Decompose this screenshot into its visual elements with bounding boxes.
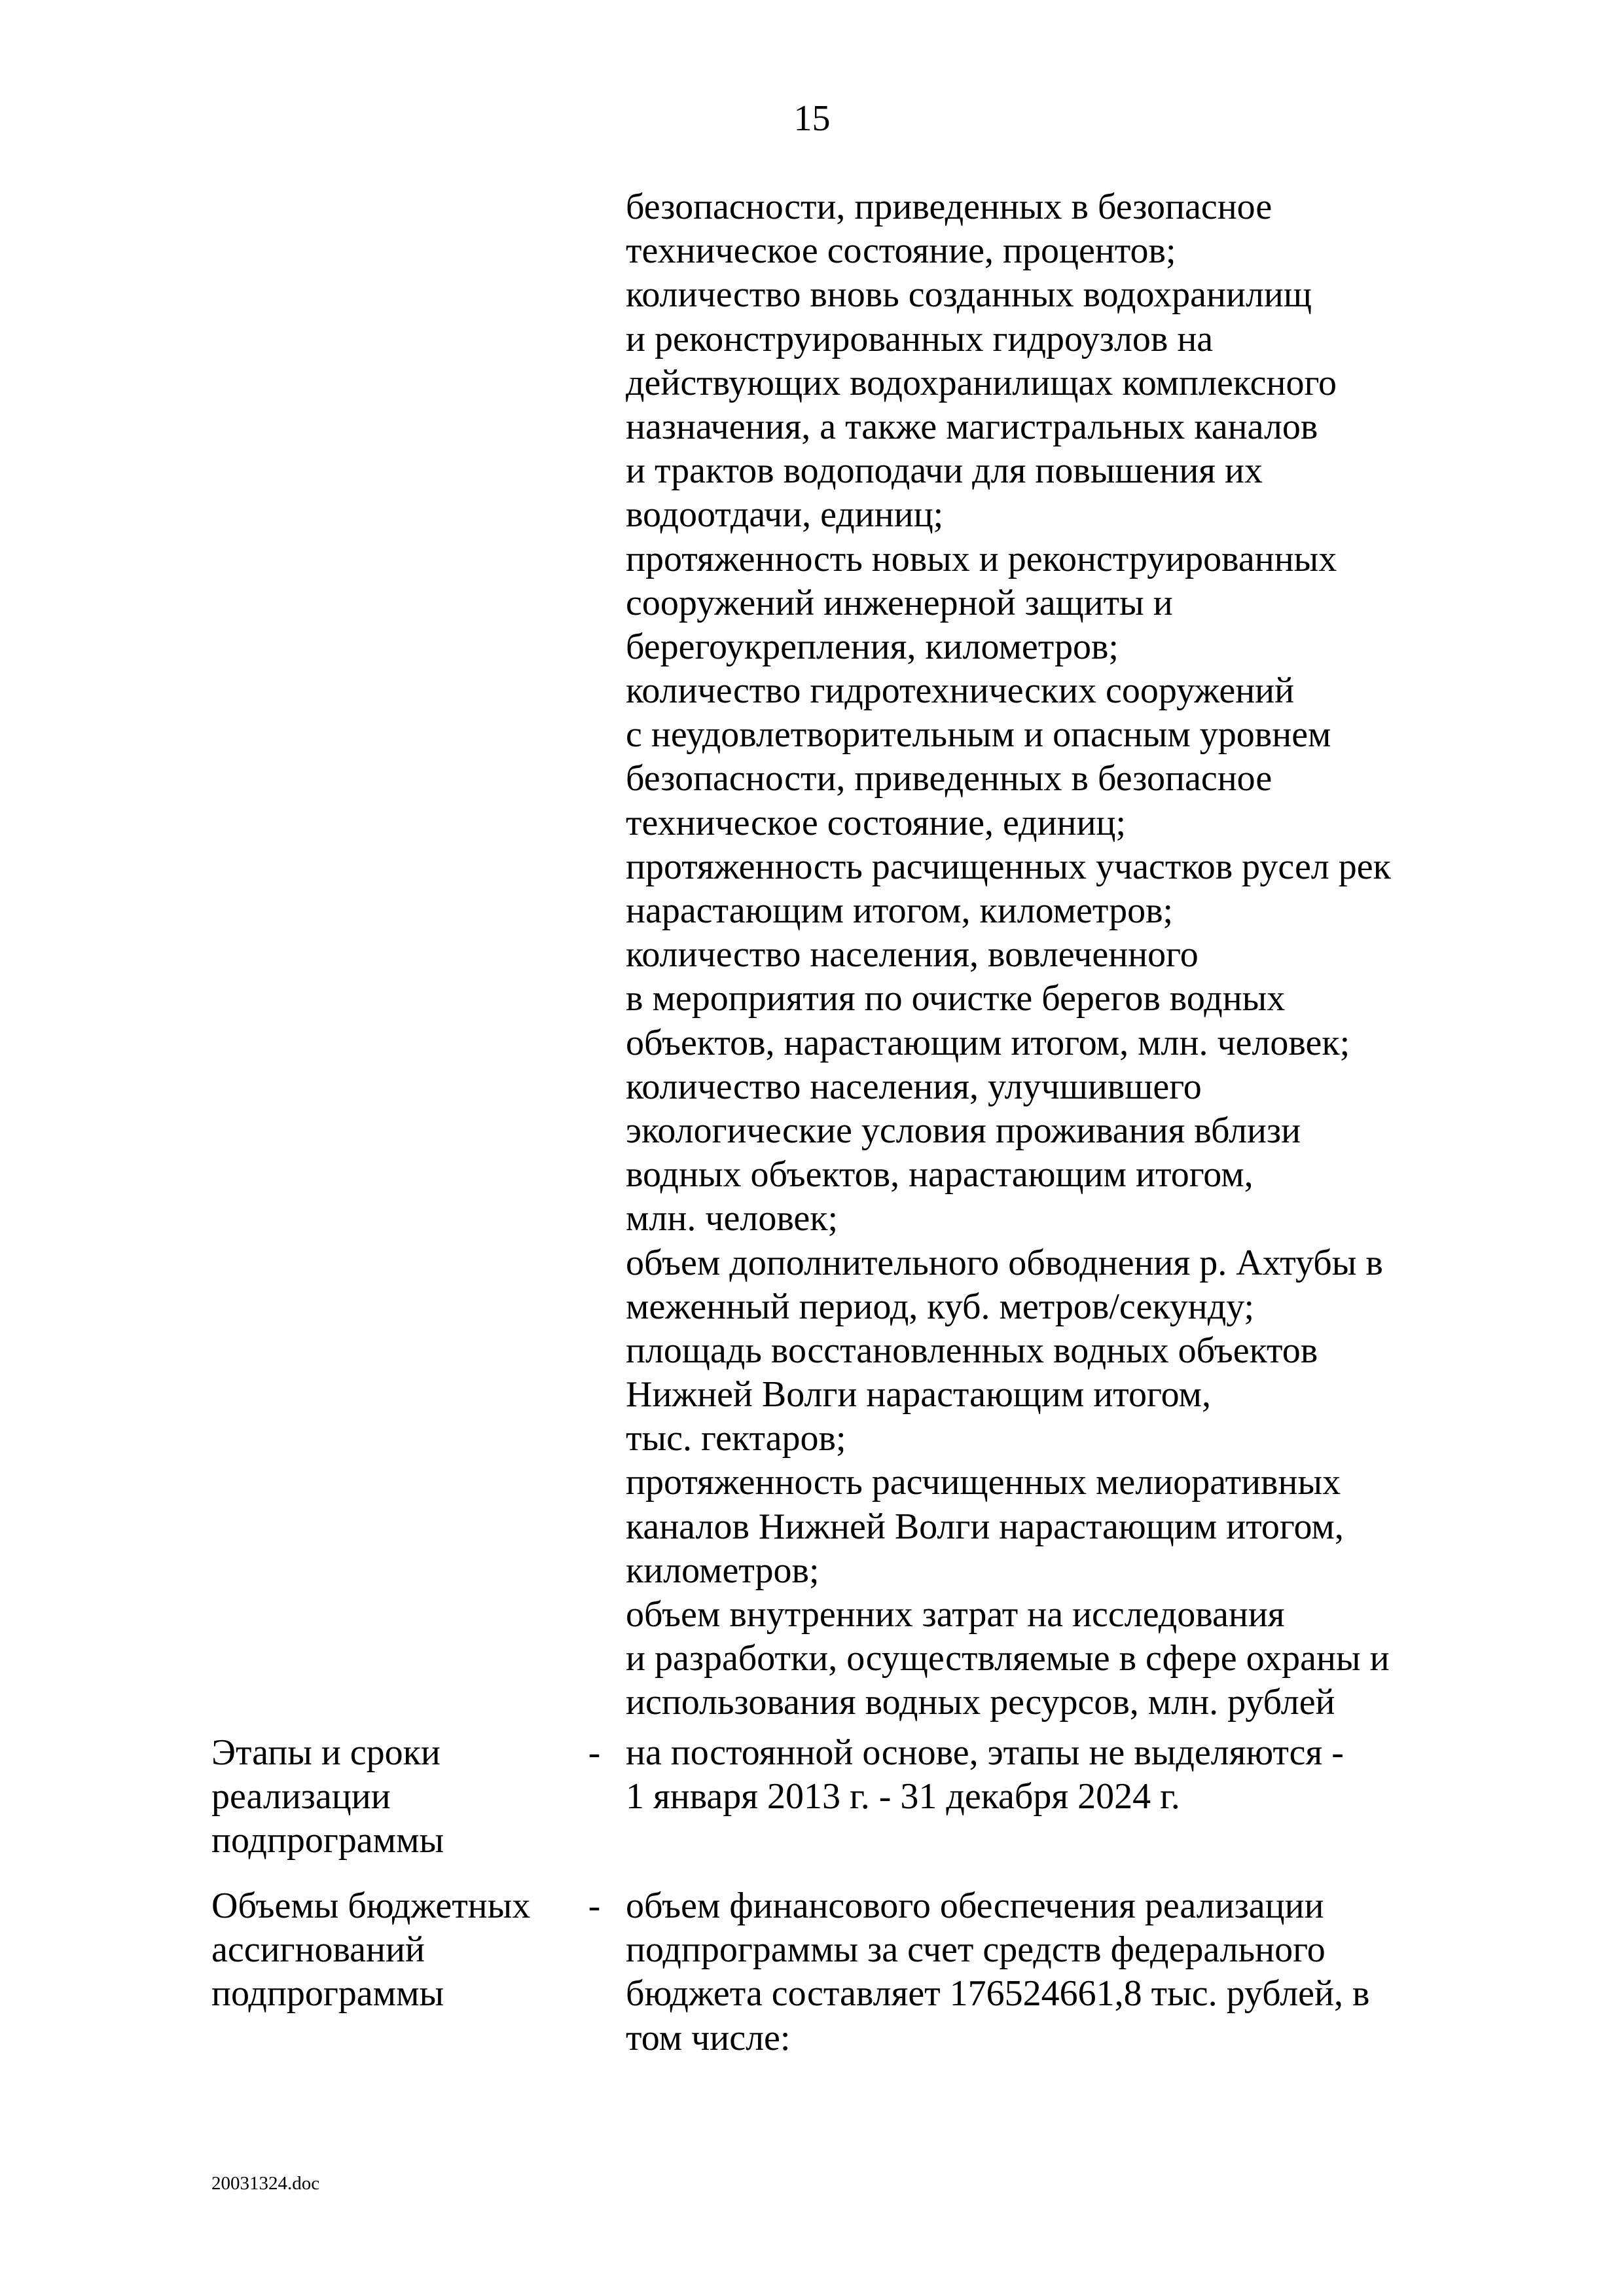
indicator-text-line: каналов Нижней Волги нарастающим итогом, bbox=[626, 1506, 1344, 1547]
indicator-text-line: безопасности, приведенных в безопасное bbox=[626, 758, 1272, 799]
indicator-text-line: с неудовлетворительным и опасным уровнем bbox=[626, 714, 1331, 756]
indicator-text-line: протяженность расчищенных мелиоративных bbox=[626, 1462, 1341, 1503]
indicator-text-line: тыс. гектаров; bbox=[626, 1418, 846, 1459]
indicator-text-line: Нижней Волги нарастающим итогом, bbox=[626, 1374, 1211, 1415]
stages-value-line: на постоянной основе, этапы не выделяются - bbox=[626, 1732, 1344, 1773]
indicator-text-line: безопасности, приведенных в безопасное bbox=[626, 187, 1272, 227]
stages-label-line: реализации bbox=[211, 1776, 391, 1817]
footer-filename: 20031324.doc bbox=[211, 2173, 320, 2194]
budget-value-line: подпрограммы за счет средств федерального bbox=[626, 1929, 1326, 1971]
indicator-text-line: действующих водохранилищах комплексного bbox=[626, 362, 1337, 403]
budget-label-line: подпрограммы bbox=[211, 1973, 444, 2014]
indicator-text-line: площадь восстановленных водных объектов bbox=[626, 1330, 1318, 1371]
indicator-text-line: в мероприятия по очистке берегов водных bbox=[626, 978, 1286, 1019]
stages-dash: - bbox=[588, 1732, 601, 1773]
stages-label bbox=[211, 1731, 578, 1863]
page-number: 15 bbox=[793, 98, 831, 139]
indicator-text-line: количество вновь созданных водохранилищ bbox=[626, 274, 1312, 316]
budget-label-line: Объемы бюджетных bbox=[211, 1886, 531, 1926]
indicator-text-line: протяженность расчищенных участков русел рек bbox=[626, 846, 1391, 887]
budget-value bbox=[626, 1884, 1477, 2060]
indicator-text-line: использования водных ресурсов, млн. рублей bbox=[626, 1682, 1335, 1723]
indicator-text-line: количество населения, улучшившего bbox=[626, 1066, 1202, 1107]
budget-label bbox=[211, 1884, 578, 2016]
indicator-text-line: количество гидротехнических сооружений bbox=[626, 670, 1295, 712]
indicator-list-continuation bbox=[626, 185, 1477, 1725]
budget-value-line: том числе: bbox=[626, 2017, 791, 2058]
stages-label-line: подпрограммы bbox=[211, 1820, 444, 1861]
stages-value bbox=[626, 1731, 1477, 1819]
indicator-text-line: млн. человек; bbox=[626, 1198, 839, 1239]
indicator-text-line: количество населения, вовлеченного bbox=[626, 934, 1199, 975]
indicator-text-line: водоотдачи, единиц; bbox=[626, 494, 944, 536]
stages-label-line: Этапы и сроки bbox=[211, 1732, 441, 1773]
indicator-text-line: и реконструированных гидроузлов на bbox=[626, 318, 1214, 359]
indicator-text-line: объем дополнительного обводнения р. Ахтубы в bbox=[626, 1242, 1383, 1283]
indicator-text-line: техническое состояние, единиц; bbox=[626, 802, 1127, 843]
indicator-text-line: техническое состояние, процентов; bbox=[626, 230, 1176, 272]
indicator-text-line: протяженность новых и реконструированных bbox=[626, 538, 1337, 579]
indicator-text-line: сооружений инженерной защиты и bbox=[626, 582, 1173, 623]
indicator-text-line: нарастающим итогом, километров; bbox=[626, 890, 1174, 931]
indicator-text-line: назначения, а также магистральных каналов bbox=[626, 406, 1318, 447]
indicator-text-line: и трактов водоподачи для повышения их bbox=[626, 450, 1263, 492]
budget-label-line: ассигнований bbox=[211, 1929, 425, 1971]
budget-dash: - bbox=[588, 1886, 601, 1926]
indicator-text-line: берегоукрепления, километров; bbox=[626, 626, 1119, 667]
indicator-text-line: и разработки, осуществляемые в сфере охраны и bbox=[626, 1638, 1390, 1679]
indicator-text-line: объектов, нарастающим итогом, млн. человек; bbox=[626, 1022, 1350, 1063]
indicator-text-line: километров; bbox=[626, 1550, 820, 1591]
budget-value-line: бюджета составляет 176524661,8 тыс. рублей, в bbox=[626, 1973, 1370, 2014]
indicator-text-line: экологические условия проживания вблизи bbox=[626, 1110, 1301, 1151]
stages-value-line: 1 января 2013 г. - 31 декабря 2024 г. bbox=[626, 1776, 1180, 1817]
budget-value-line: объем финансового обеспечения реализации bbox=[626, 1886, 1324, 1926]
budget-row bbox=[211, 1884, 1475, 2068]
indicator-text-line: водных объектов, нарастающим итогом, bbox=[626, 1154, 1254, 1195]
indicator-text-line: объем внутренних затрат на исследования bbox=[626, 1594, 1285, 1635]
indicator-text-line: меженный период, куб. метров/секунду; bbox=[626, 1286, 1255, 1327]
stages-row bbox=[211, 1731, 1475, 1875]
